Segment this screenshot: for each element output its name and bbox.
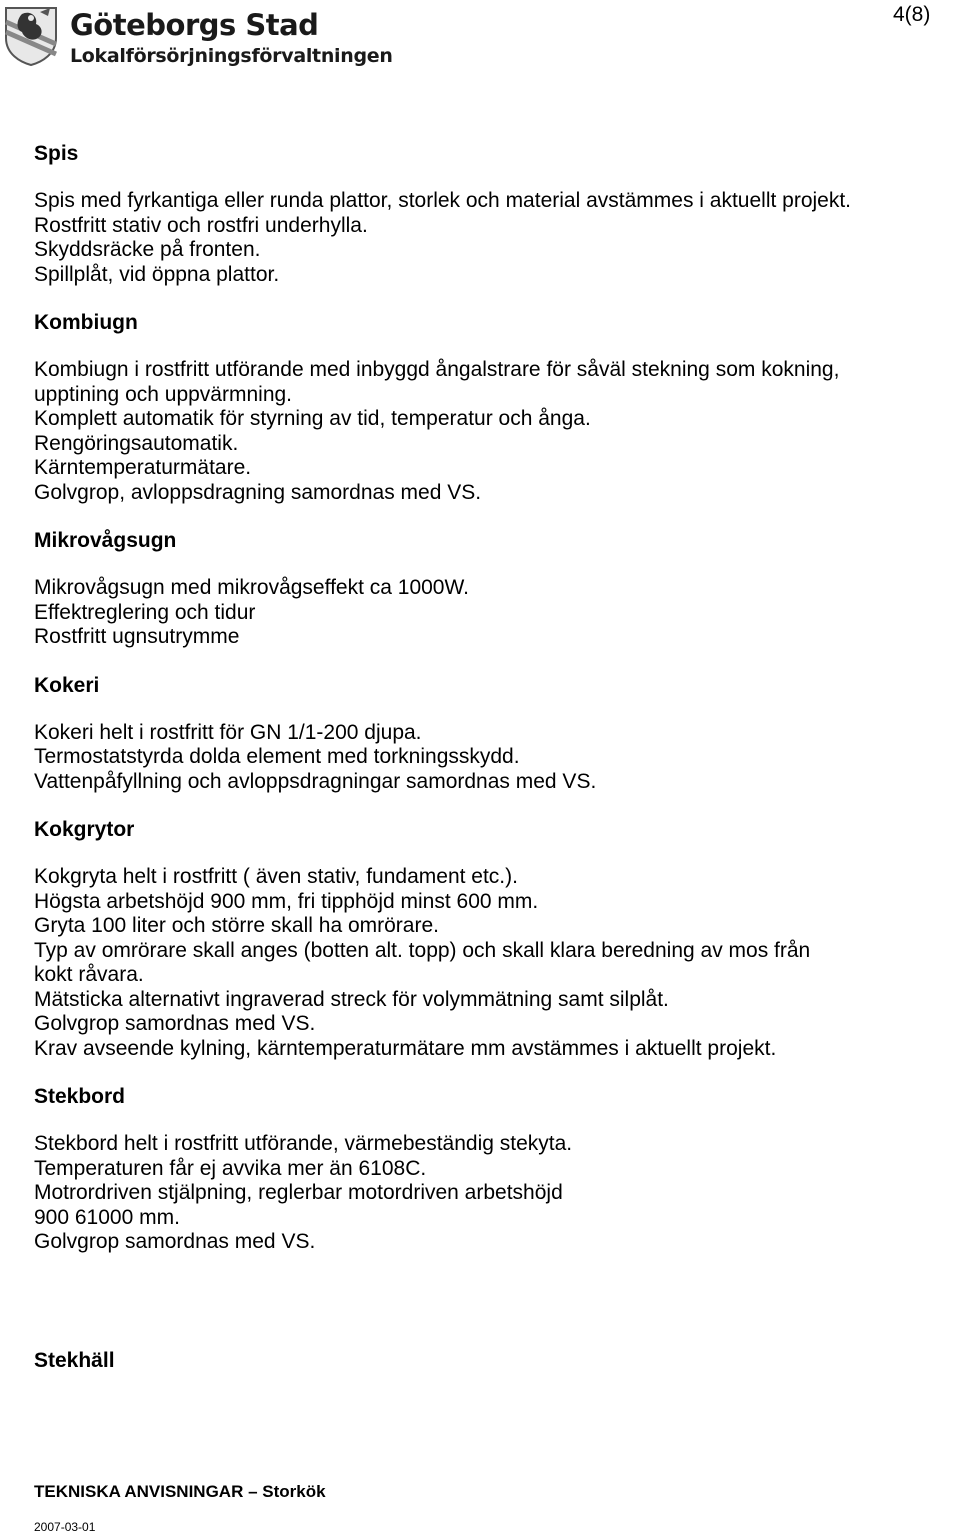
page-header — [0, 0, 960, 80]
body-line: Spillplåt, vid öppna plattor. — [34, 262, 280, 286]
body-line: Högsta arbetshöjd 900 mm, fri tipphöjd minst 600 mm. — [34, 889, 539, 913]
body-line: Kokeri helt i rostfritt för GN 1/1-200 djupa. — [34, 720, 422, 744]
body-line: Rostfritt ugnsutrymme — [34, 625, 240, 648]
body-line: Golvgrop, avloppsdragning samordnas med VS. — [34, 480, 482, 504]
section-heading: Kokgrytor — [34, 818, 135, 841]
footer-date: 2007-03-01 — [34, 1520, 96, 1534]
body-line: 900 61000 mm. — [34, 1205, 180, 1229]
body-line: Golvgrop samordnas med VS. — [34, 1012, 316, 1035]
section-heading: Kombiugn — [34, 311, 138, 334]
section-kombiugn — [34, 309, 944, 505]
city-coat-of-arms-icon — [2, 4, 60, 66]
body-line: Termostatstyrda dolda element med torkningsskydd. — [34, 745, 520, 768]
body-line: Temperaturen får ej avvika mer än 6108C. — [34, 1156, 427, 1180]
body-line: Motrordriven stjälpning, reglerbar motordriven arbetshöjd — [34, 1181, 563, 1204]
section-heading: Stekhäll — [34, 1348, 115, 1372]
body-line: Mikrovågsugn med mikrovågseffekt ca 1000W. — [34, 576, 469, 599]
body-line: Krav avseende kylning, kärntemperaturmätare mm avstämmes i aktuellt projekt. — [34, 1036, 777, 1060]
section-heading: Spis — [34, 142, 79, 165]
section-stekhall — [34, 1347, 944, 1374]
body-line: Kärntemperaturmätare. — [34, 456, 252, 479]
org-name: Göteborgs Stad — [70, 8, 319, 42]
section-stekbord — [34, 1083, 944, 1255]
section-heading: Kokeri — [34, 673, 100, 697]
body-line: Golvgrop samordnas med VS. — [34, 1230, 316, 1253]
document-body — [34, 140, 944, 1374]
footer-title: TEKNISKA ANVISNINGAR – Storkök — [34, 1482, 326, 1501]
body-line: Komplett automatik för styrning av tid, temperatur och ånga. — [34, 407, 591, 430]
section-mikrovagsugn — [34, 527, 944, 650]
section-kokeri — [34, 672, 944, 795]
body-line: Skyddsräcke på fronten. — [34, 238, 261, 261]
section-kokgrytor — [34, 816, 944, 1061]
body-line: Gryta 100 liter och större skall ha omrörare. — [34, 914, 439, 937]
body-line: Spis med fyrkantiga eller runda plattor, storlek och material avstämmes i aktuellt projekt. — [34, 189, 852, 212]
section-heading: Stekbord — [34, 1085, 126, 1108]
body-line: Typ av omrörare skall anges (botten alt. topp) och skall klara beredning av mos från — [34, 938, 811, 962]
page-number: 4(8) — [893, 3, 931, 26]
body-line: Kombiugn i rostfritt utförande med inbyggd ångalstrare för såväl stekning som kokning, — [34, 358, 840, 381]
body-line: Kokgryta helt i rostfritt ( även stativ, fundament etc.). — [34, 865, 518, 888]
body-line: upptining och uppvärmning. — [34, 382, 293, 406]
body-line: Rostfritt stativ och rostfri underhylla. — [34, 213, 368, 237]
section-heading: Mikrovågsugn — [34, 529, 177, 552]
body-line: Effektreglering och tidur — [34, 600, 256, 624]
body-line: Stekbord helt i rostfritt utförande, värmebeständig stekyta. — [34, 1132, 573, 1155]
body-line: Vattenpåfyllning och avloppsdragningar samordnas med VS. — [34, 769, 597, 793]
org-subtitle: Lokalförsörjningsförvaltningen — [70, 45, 393, 67]
body-line: Mätsticka alternativt ingraverad streck för volymmätning samt silplåt. — [34, 987, 669, 1011]
section-spis — [34, 140, 944, 287]
body-line: kokt råvara. — [34, 963, 144, 986]
body-line: Rengöringsautomatik. — [34, 431, 239, 455]
